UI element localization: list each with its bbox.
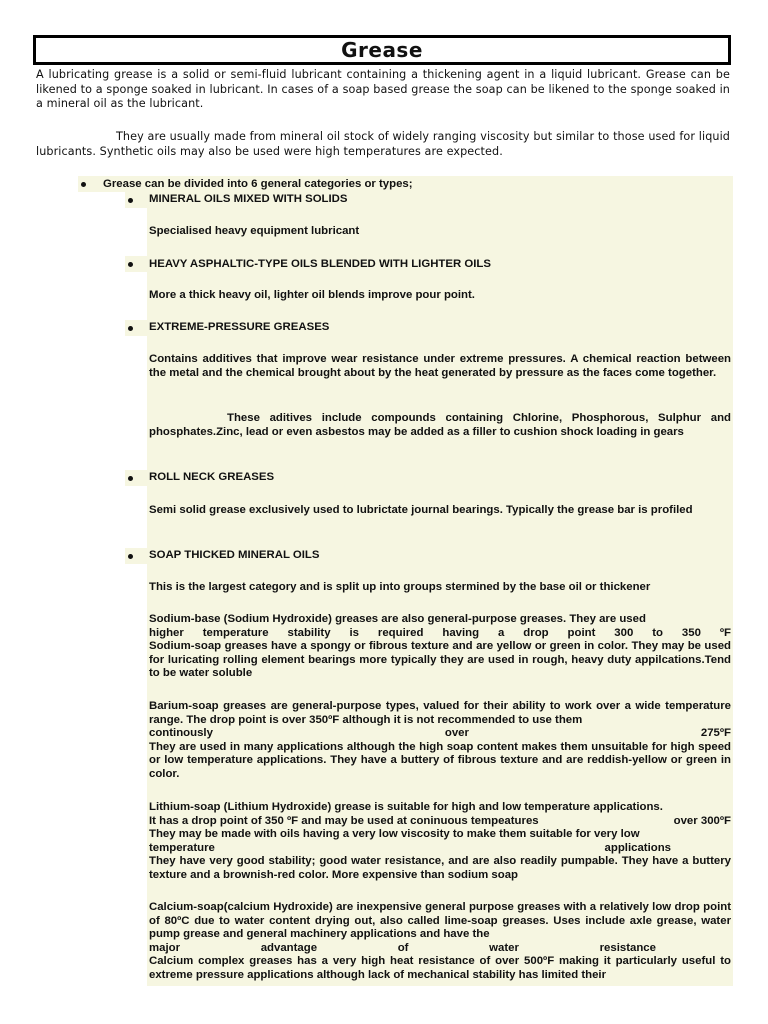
bullet-dot	[128, 476, 133, 481]
lithium-line-3: They may be made with oils having a very low viscosity to make them suitable for very low	[149, 828, 640, 841]
word: temperature	[202, 626, 269, 639]
category-title: ROLL NECK GREASES	[149, 471, 275, 483]
word: required	[377, 626, 424, 639]
category-description: Specialised heavy equipment lubricant	[149, 225, 360, 237]
page-title-box	[33, 35, 731, 65]
word: of	[397, 941, 409, 954]
barium-line-1: Barium-soap greases are general-purpose types, valued for their ability to work over a wide temperature range. The drop point is over 350ºF although it is not recommended to use them	[149, 700, 731, 726]
list-lead: Grease can be divided into 6 general categories or types;	[103, 178, 413, 190]
page-title: Grease	[341, 38, 423, 62]
word: a	[498, 626, 505, 639]
word: over 300ºF	[673, 814, 731, 827]
word: having	[442, 626, 480, 639]
intro-paragraph: A lubricating grease is a solid or semi-fluid lubricant containing a thickening agent in a liquid lubricant. Grease can be likened to a sponge soaked in lubricant. In cases of a soap based grease the soap can be likened to the sponge soaked in a mineral oil as the lubricant.	[36, 68, 730, 110]
barium-paragraph	[149, 700, 731, 782]
lithium-rest: They have very good stability; good water resistance, and are also readily pumpable. They have a buttery texture and a brownish-red color. More expensive than sodium soap	[149, 855, 731, 881]
lithium-paragraph	[149, 801, 731, 883]
category-description: Contains additives that improve wear resistance under extreme pressures. A chemical reaction between the metal and the chemical brought about by the heat generated by pressure as the faces come together.	[149, 353, 731, 379]
sodium-rest: Sodium-soap greases have a spongy or fibrous texture and are yellow or green in color. They may be used for luricating rolling element bearings more typically they are used in rough, heavy duty appilcations.Tend to be water soluble	[149, 640, 731, 680]
bullet-dot	[128, 198, 133, 203]
bullet-dot	[128, 262, 133, 267]
word: resistance	[599, 941, 656, 954]
sodium-line-2	[149, 627, 731, 641]
word: 300	[614, 626, 634, 639]
word: 275ºF	[700, 727, 731, 740]
sodium-paragraph	[149, 613, 731, 681]
word: major	[149, 941, 181, 954]
word: advantage	[260, 941, 318, 954]
category-title: SOAP THICKED MINERAL OILS	[149, 549, 320, 561]
word: is	[349, 626, 359, 639]
lithium-line-1: Lithium-soap (Lithium Hydroxide) grease is suitable for high and low temperature applications.	[149, 801, 663, 813]
word: point	[567, 626, 596, 639]
calcium-line-1: Calcium-soap(calcium Hydroxide) are inexpensive general purpose greases with a relatively low drop point of 80ºC due to water content drying out, also called lime-soap greases. Uses include axle grease, water pump grease and general machinery applications and have the	[149, 901, 731, 941]
bullet-dot	[128, 554, 133, 559]
bullet-dot	[128, 326, 133, 331]
category-title: EXTREME-PRESSURE GREASES	[149, 321, 330, 333]
word: higher	[149, 626, 184, 639]
category-description-2	[149, 412, 731, 439]
intro-paragraph-2: They are usually made from mineral oil stock of widely ranging viscosity but similar to those used for liquid lubricants. Synthetic oils may also be used were high temperatures are expected.	[36, 130, 730, 158]
lithium-line-4	[149, 842, 731, 856]
category-description-text: These aditives include compounds containing Chlorine, Phosphorous, Sulphur and phosphates.Zinc, lead or even asbestos may be added as a filler to cushion shock loading in gears	[149, 412, 731, 438]
word: 350	[681, 626, 701, 639]
word: water	[489, 941, 519, 954]
word: applications	[604, 841, 671, 854]
word: ºF	[719, 626, 731, 639]
category-title: MINERAL OILS MIXED WITH SOLIDS	[149, 193, 348, 205]
word: over	[444, 727, 469, 740]
word: drop	[523, 626, 549, 639]
category-title: HEAVY ASPHALTIC-TYPE OILS BLENDED WITH LIGHTER OILS	[149, 258, 491, 270]
sodium-line-1: Sodium-base (Sodium Hydroxide) greases are also general-purpose greases. They are used	[149, 613, 646, 625]
word: continously	[149, 727, 213, 740]
word: stability	[287, 626, 331, 639]
word: It has a drop point of 350 ºF and may be used at coninuous tempeatures	[149, 814, 539, 827]
category-description: More a thick heavy oil, lighter oil blends improve pour point.	[149, 289, 475, 301]
barium-line-2	[149, 727, 731, 741]
word: to	[652, 626, 663, 639]
calcium-line-2	[149, 942, 731, 956]
bullet-dot	[81, 182, 86, 187]
lithium-line-2	[149, 815, 731, 829]
category-description: This is the largest category and is split up into groups stermined by the base oil or thickener	[149, 581, 651, 593]
calcium-rest: Calcium complex greases has a very high heat resistance of over 500ºF making it particularly useful to extreme pressure applications although lack of mechanical stability has limited their	[149, 955, 731, 981]
category-description: Semi solid grease exclusively used to lubrictate journal bearings. Typically the grease bar is profiled	[149, 504, 693, 516]
calcium-paragraph	[149, 901, 731, 983]
word: temperature	[149, 841, 215, 854]
barium-rest: They are used in many applications although the high soap content makes them unsuitable for high speed or low temperature applications. They have a buttery of fibrous texture and are reddish-yellow or green in color.	[149, 740, 731, 780]
